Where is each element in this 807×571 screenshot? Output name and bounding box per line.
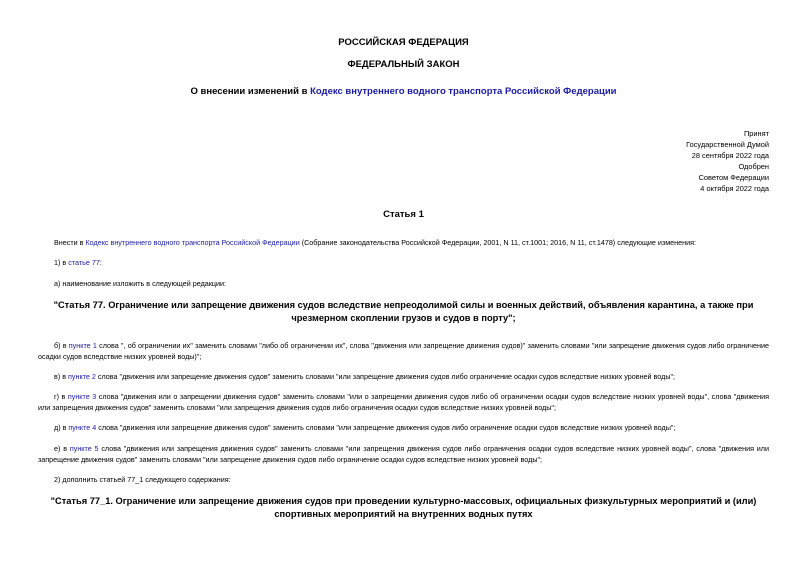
item-1-suffix: : [99, 258, 102, 267]
item-b-prefix: б) в [54, 341, 69, 350]
item-e [38, 444, 769, 465]
approved-label: Одобрен [738, 162, 769, 171]
item-g-suffix: слова "движения или о запрещении движения судов" заменить словами "или о запрещении движения судов либо об ограничении осадки судов вследствие низких уровней воды", слова "движения или запрещения движения судов" заменить словами "или запрещения движения судов либо ограничения осадки судов вследствие низких уровней воды"; [38, 392, 769, 412]
adoption-info [686, 128, 769, 194]
clause-5-link[interactable]: пункте 5 [69, 444, 99, 453]
item-2: 2) дополнить статьей 77_1 следующего содержания: [54, 475, 231, 484]
article-77-heading: "Статья 77. Ограничение или запрещение движения судов вследствие непреодолимой силы и военных действий, объявления карантина, а также при чрезмерном скоплении грузов и судов в порту"; [53, 300, 754, 323]
item-e-prefix: е) в [54, 444, 70, 453]
item-v-suffix: слова "движения или запрещение движения судов" заменить словами "или запрещение движения судов либо ограничение осадки судов вследствие низких уровней воды"; [95, 372, 676, 381]
item-b [38, 341, 769, 362]
country-heading: РОССИЙСКАЯ ФЕДЕРАЦИЯ [338, 37, 469, 48]
intro-prefix: Внести в [54, 238, 86, 247]
clause-2-link[interactable]: пункте 2 [68, 372, 96, 381]
clause-3-link[interactable]: пункте 3 [67, 392, 97, 401]
item-v-prefix: в) в [54, 372, 69, 381]
law-type-heading: ФЕДЕРАЛЬНЫЙ ЗАКОН [347, 59, 460, 70]
adopted-by: Государственной Думой [686, 140, 769, 149]
approved-date: 4 октября 2022 года [700, 184, 769, 193]
code-link[interactable]: Кодекс внутреннего водного транспорта Российской Федерации [310, 86, 617, 97]
item-a: а) наименование изложить в следующей редакции: [54, 279, 227, 288]
adopted-label: Принят [743, 129, 769, 138]
law-title-prefix: О внесении изменений в [190, 86, 311, 97]
article-heading: Статья 1 [383, 209, 424, 220]
clause-1-link[interactable]: пункте 1 [68, 341, 97, 350]
item-g-prefix: г) в [54, 392, 68, 401]
article-intro [38, 238, 769, 249]
item-b-suffix: слова ", об ограничении их" заменить словами "либо об ограничении их", слова "движения или запрещение движения судов)" заменить словами "или запрещение движения судов либо ограничение осадки судов вследствие низких уровней воды)"; [38, 341, 769, 361]
item-e-suffix: слова "движения или запрещения движения судов" заменить словами "или запрещения движения судов либо ограничения осадки судов вследствие низких уровней воды", слова "движения или запрещение движения судов" заменить словами "или запрещение движения судов либо ограничение осадки судов вследствие низких уровней воды"; [38, 444, 769, 464]
item-1-prefix: 1) в [54, 258, 69, 267]
item-d-prefix: д) в [54, 423, 69, 432]
item-v [38, 372, 769, 383]
item-g [38, 392, 769, 413]
approved-by: Советом Федерации [698, 173, 769, 182]
item-d [38, 423, 769, 434]
adopted-date: 28 сентября 2022 года [691, 151, 769, 160]
item-1 [38, 258, 769, 269]
article-77-1-heading: "Статья 77_1. Ограничение или запрещение движения судов при проведении культурно-массовых, официальных физкультурных мероприятий и (или) спортивных мероприятий на внутренних водных путях [50, 496, 757, 519]
item-d-suffix: слова "движения или запрещение движения судов" заменить словами "или запрещение движения судов либо ограничение осадки судов вследствие низких уровней воды"; [96, 423, 676, 432]
law-title [0, 86, 807, 97]
clause-4-link[interactable]: пункте 4 [68, 423, 97, 432]
intro-code-link[interactable]: Кодекс внутреннего водного транспорта Российской Федерации [85, 238, 300, 247]
intro-suffix: (Собрание законодательства Российской Федерации, 2001, N 11, ст.1001; 2016, N 11, ст.1478) следующие изменения: [299, 238, 697, 247]
article-77-link[interactable]: статье 77 [68, 258, 100, 267]
